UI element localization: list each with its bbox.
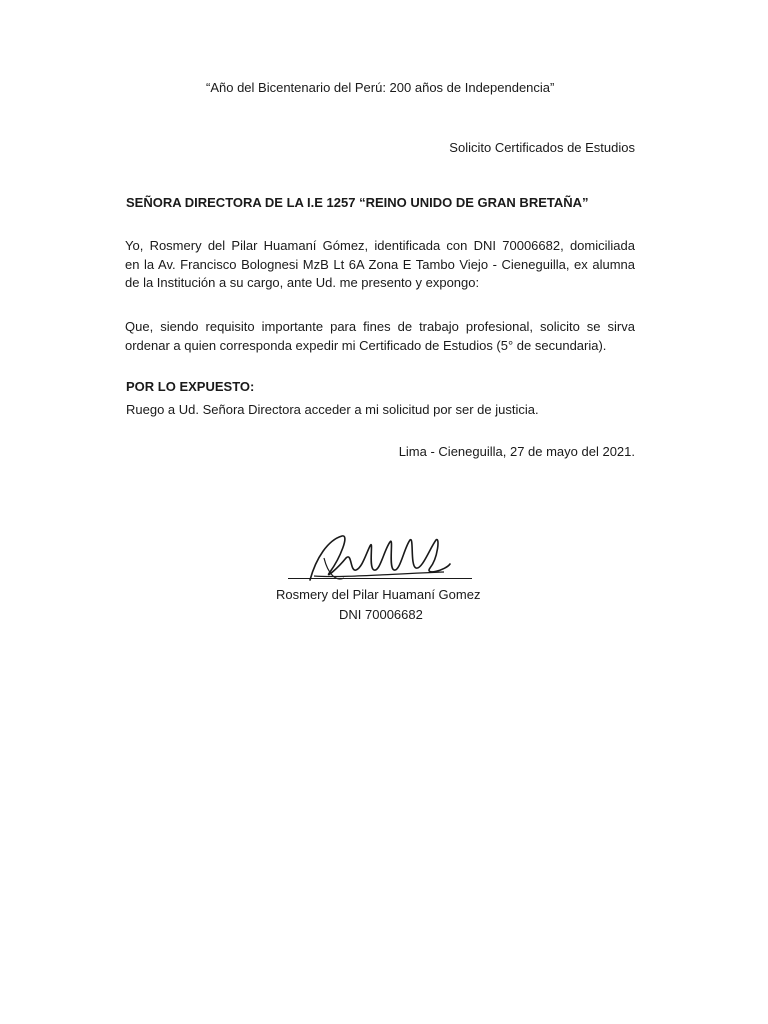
paragraph-line: en la Av. Francisco Bolognesi MzB Lt 6A Zona E Tambo Viejo - Cieneguilla, ex alumna: [125, 256, 635, 272]
paragraph-line: Que, siendo requisito importante para fines de trabajo profesional, solicito se sirva: [125, 319, 635, 334]
signature-line: [288, 578, 472, 579]
signatory-dni: DNI 70006682: [339, 607, 423, 622]
paragraph-line: Yo, Rosmery del Pilar Huamaní Gómez, identificada con DNI 70006682, domiciliada: [125, 238, 635, 253]
body-paragraph-1: [125, 237, 635, 293]
paragraph-line: de la Institución a su cargo, ante Ud. me presento y expongo:: [125, 275, 480, 290]
expuesto-heading: POR LO EXPUESTO:: [126, 379, 255, 394]
signatory-name: Rosmery del Pilar Huamaní Gomez: [276, 587, 481, 602]
body-paragraph-2: [125, 318, 635, 355]
paragraph-line: ordenar a quien corresponda expedir mi Certificado de Estudios (5° de secundaria).: [125, 337, 607, 353]
place-date: Lima - Cieneguilla, 27 de mayo del 2021.: [398, 444, 635, 459]
subject-line: Solicito Certificados de Estudios: [449, 140, 635, 155]
addressee: SEÑORA DIRECTORA DE LA I.E 1257 “REINO UNIDO DE GRAN BRETAÑA”: [126, 195, 589, 210]
closing-request: Ruego a Ud. Señora Directora acceder a mi solicitud por ser de justicia.: [126, 402, 539, 417]
year-motto: “Año del Bicentenario del Perú: 200 años de Independencia”: [206, 80, 555, 95]
